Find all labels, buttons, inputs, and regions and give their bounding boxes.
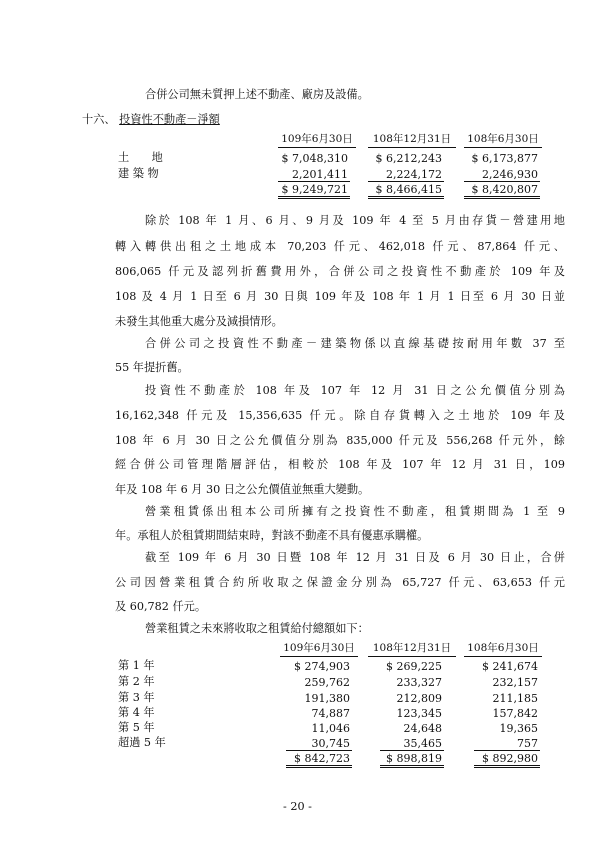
paragraph-line: 轉入轉供出租之土地成本 70,203 仟元、462,018 仟元、87,864 仟元、 <box>115 240 565 253</box>
table2-header-col2: 108年12月31日 <box>372 642 452 654</box>
cell-value: $ 6,173,877 <box>471 152 538 165</box>
cell-value: 19,365 <box>499 722 538 735</box>
table1-header-rule <box>368 147 456 148</box>
table2-header-col1: 109年6月30日 <box>283 642 355 654</box>
subtotal-rule <box>474 750 540 751</box>
cell-value: 30,745 <box>311 737 350 750</box>
paragraph-line: 公司因營業租賃合約所收取之保證金分別為 65,727 仟元、63,653 仟元 <box>115 576 565 589</box>
row-label: 超過 5 年 <box>118 736 166 749</box>
cell-value: $ 274,903 <box>294 660 350 673</box>
total-double-rule <box>380 765 444 768</box>
total-value: $ 8,466,415 <box>375 183 442 196</box>
subtotal-rule <box>278 181 350 182</box>
paragraph-line: 及 60,782 仟元。 <box>115 600 207 613</box>
table2-header-col3: 108年6月30日 <box>467 642 539 654</box>
cell-value: 232,157 <box>492 676 538 689</box>
total-value: $ 842,723 <box>294 752 350 765</box>
cell-value: 24,648 <box>403 722 442 735</box>
paragraph-line: 投資性不動產於 108 年及 107 年 12 月 31 日之公允價值分別為 <box>145 384 565 397</box>
total-value: $ 898,819 <box>386 752 442 765</box>
cell-value: $ 7,048,310 <box>281 152 348 165</box>
subtotal-rule <box>380 750 444 751</box>
page-number: - 20 - <box>283 800 312 813</box>
total-double-rule <box>278 196 350 199</box>
section-heading <box>82 113 220 127</box>
cell-value: 211,185 <box>492 692 538 705</box>
row-label: 建 築 物 <box>118 167 159 180</box>
cell-value: 233,327 <box>396 676 442 689</box>
paragraph-line: 55 年提折舊。 <box>115 361 189 374</box>
cell-value: 212,809 <box>396 692 442 705</box>
cell-value: 74,887 <box>311 707 350 720</box>
row-label: 第 3 年 <box>118 691 155 704</box>
subtotal-rule <box>464 181 540 182</box>
section-title: 投資性不動產－淨額 <box>119 113 220 126</box>
row-label: 第 5 年 <box>118 721 155 734</box>
total-double-rule <box>474 765 540 768</box>
cell-value: 2,246,930 <box>482 168 538 181</box>
cell-value: 2,224,172 <box>386 168 442 181</box>
total-value: $ 8,420,807 <box>471 183 538 196</box>
cell-value: 2,201,411 <box>292 168 348 181</box>
total-double-rule <box>464 196 540 199</box>
table1-header-rule <box>464 147 542 148</box>
table1-header-col2: 108年12月31日 <box>372 133 452 145</box>
paragraph-line: 806,065 仟元及認列折舊費用外，合併公司之投資性不動產於 109 年及 <box>115 265 565 278</box>
paragraph-lease-payments-intro: 營業租賃之未來將收取之租賃給付總額如下： <box>145 622 369 635</box>
cell-value: $ 241,674 <box>482 660 538 673</box>
paragraph-line: 除於 108 年 1 月、6 月、9 月及 109 年 4 至 5 月由存貨－營建用地 <box>145 214 565 227</box>
paragraph-line: 年及 108 年 6 月 30 日之公允價值並無重大變動。 <box>115 483 370 496</box>
paragraph-line: 營業租賃係出租本公司所擁有之投資性不動產，租賃期間為 1 至 9 <box>145 505 565 518</box>
intro-line: 合併公司無未質押上述不動產、廠房及設備。 <box>145 88 369 101</box>
table1-header-rule <box>278 147 356 148</box>
row-label: 第 1 年 <box>118 659 155 672</box>
cell-value: 191,380 <box>304 692 350 705</box>
table2-header-rule <box>464 656 542 657</box>
table2-header-rule <box>368 656 456 657</box>
paragraph-line: 未發生其他重大處分及減損情形。 <box>115 315 283 328</box>
paragraph-line: 經合併公司管理階層評估，相較於 108 年及 107 年 12 月 31 日，109 <box>115 458 565 471</box>
row-label: 土 地 <box>118 151 163 164</box>
table1-header-col1: 109年6月30日 <box>281 133 353 145</box>
cell-value: 11,046 <box>311 722 350 735</box>
row-label: 第 4 年 <box>118 706 155 719</box>
cell-value: 259,762 <box>304 676 350 689</box>
cell-value: $ 6,212,243 <box>375 152 442 165</box>
paragraph-line: 108 及 4 月 1 日至 6 月 30 日與 109 年及 108 年 1 月 1 日至 6 月 30 日並 <box>115 290 565 303</box>
table2-header-rule <box>280 656 358 657</box>
paragraph-line: 年。承租人於租賃期間結束時，對該不動產不具有優惠承購權。 <box>115 529 429 542</box>
paragraph-line: 108 年 6 月 30 日之公允價值分別為 835,000 仟元及 556,268 仟元外，餘 <box>115 434 565 447</box>
row-label: 第 2 年 <box>118 675 155 688</box>
table1-header-col3: 108年6月30日 <box>467 133 539 145</box>
cell-value: 35,465 <box>403 737 442 750</box>
total-double-rule <box>368 196 444 199</box>
total-value: $ 9,249,721 <box>281 183 348 196</box>
subtotal-rule <box>368 181 444 182</box>
total-value: $ 892,980 <box>482 752 538 765</box>
total-double-rule <box>286 765 352 768</box>
subtotal-rule <box>286 750 352 751</box>
paragraph-line: 截至 109 年 6 月 30 日暨 108 年 12 月 31 日及 6 月 30 日止，合併 <box>145 551 565 564</box>
cell-value: $ 269,225 <box>386 660 442 673</box>
cell-value: 157,842 <box>492 707 538 720</box>
paragraph-line: 合併公司之投資性不動產－建築物係以直線基礎按耐用年數 37 至 <box>145 337 565 350</box>
cell-value: 123,345 <box>396 707 442 720</box>
section-number: 十六、 <box>82 113 116 126</box>
cell-value: 757 <box>517 737 538 750</box>
paragraph-line: 16,162,348 仟元及 15,356,635 仟元。除自存貨轉入之土地於 109 年及 <box>115 409 565 422</box>
